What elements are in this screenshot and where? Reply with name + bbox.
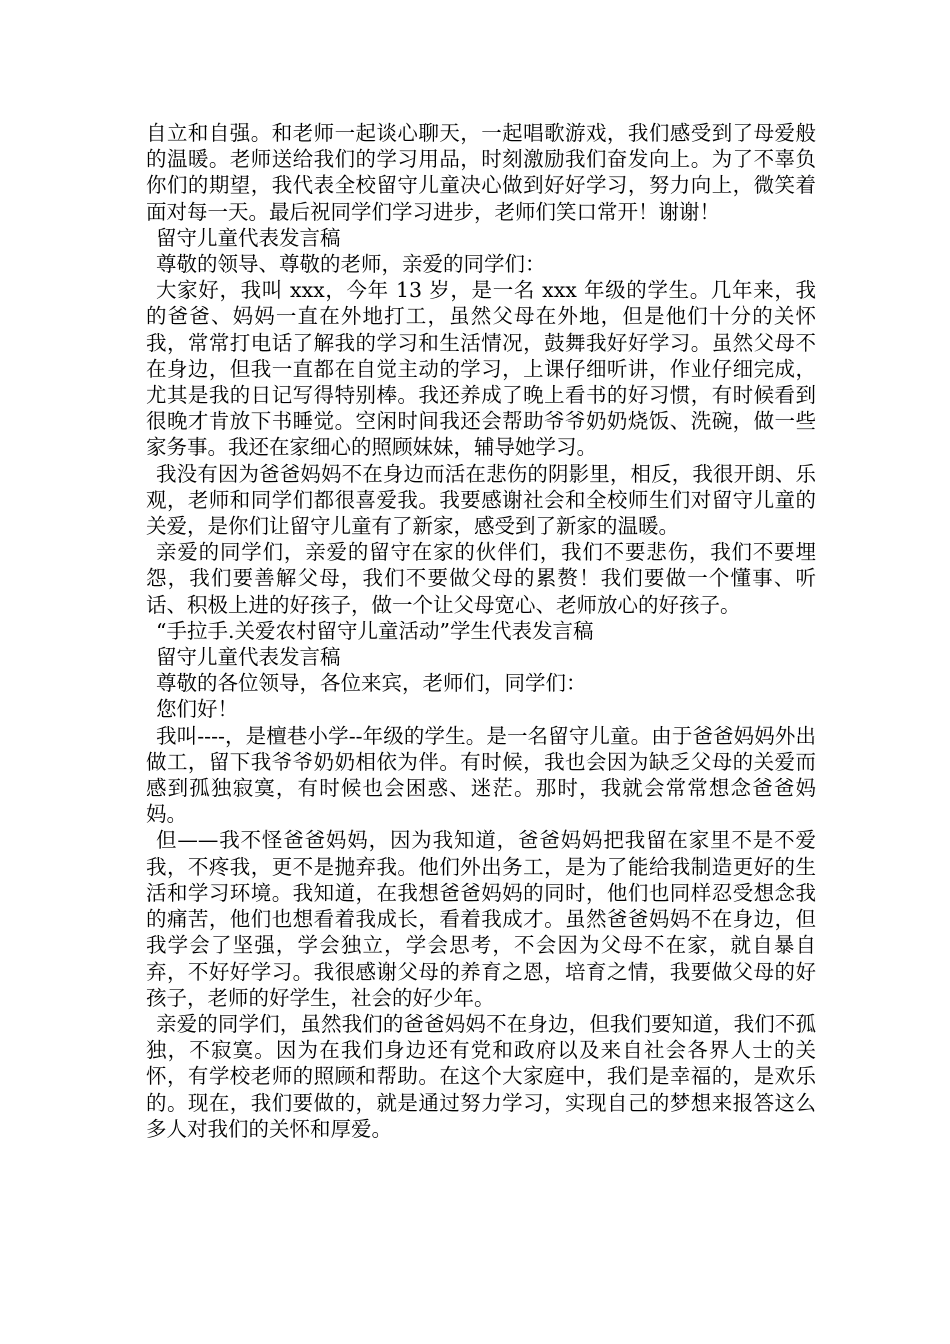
paragraph-understanding: 但——我不怪爸爸妈妈，因为我知道，爸爸妈妈把我留在家里不是不爱我，不疼我，更不是抛弃我。他们外出务工，是为了能给我制造更好的生活和学习环境。我知道，在我想爸爸妈妈的同时，他们也同样忍受想念我的痛苦，他们也想看着我成长，看着我成才。虽然爸爸妈妈不在身边，但我学会了坚强，学会独立，学会思考，不会因为父母不在家，就自暴自弃，不好好学习。我很感谢父母的养育之恩，培育之情，我要做父母的好孩子，老师的好学生，社会的好少年。 [146,828,816,1010]
paragraph-appeal-1: 亲爱的同学们，亲爱的留守在家的伙伴们，我们不要悲伤，我们不要埋怨，我们要善解父母，我们不要做父母的累赘！我们要做一个懂事、听话、积极上进的好孩子，做一个让父母宽心、老师放心的好孩子。 [146,540,816,617]
document-page [146,120,816,1142]
paragraph-closing: 自立和自强。和老师一起谈心聊天，一起唱歌游戏，我们感受到了母爱般的温暖。老师送给我们的学习用品，时刻激励我们奋发向上。为了不辜负你们的期望，我代表全校留守儿童决心做到好好学习，努力向上，微笑着面对每一天。最后祝同学们学习进步，老师们笑口常开！谢谢！ [146,121,816,224]
section-heading-3: 留守儿童代表发言稿 [156,645,341,670]
section-heading-2: “手拉手.关爱农村留守儿童活动”学生代表发言稿 [156,618,594,643]
salutation-2: 尊敬的各位领导，各位来宾，老师们，同学们： [156,671,587,696]
salutation-1: 尊敬的领导、尊敬的老师，亲爱的同学们： [156,252,546,277]
section-heading-1: 留守儿童代表发言稿 [156,225,341,250]
greeting: 您们好！ [156,697,238,722]
paragraph-self-intro: 我叫----，是檀巷小学--年级的学生。是一名留守儿童。由于爸爸妈妈外出做工，留下我爷爷奶奶相依为伴。有时候，我也会因为缺乏父母的关爱而感到孤独寂寞，有时候也会困惑、迷茫。那时，我就会常常想念爸爸妈妈。 [146,723,816,827]
paragraph-optimism: 我没有因为爸爸妈妈不在身边而活在悲伤的阴影里，相反，我很开朗、乐观，老师和同学们都很喜爱我。我要感谢社会和全校师生们对留守儿童的关爱，是你们让留守儿童有了新家，感受到了新家的温暖。 [146,461,816,539]
paragraph-introduction: 大家好，我叫 xxx，今年 13 岁，是一名 xxx 年级的学生。几年来，我的爸爸、妈妈一直在外地打工，虽然父母在外地，但是他们十分的关怀我，常常打电话了解我的学习和生活情况，鼓舞我好好学习。虽然父母不在身边，但我一直都在自觉主动的学习，上课仔细听讲，作业仔细完成，尤其是我的日记写得特别棒。我还养成了晚上看书的好习惯，有时候看到很晚才肯放下书睡觉。空闲时间我还会帮助爷爷奶奶烧饭、洗碗，做一些家务事。我还在家细心的照顾妹妹，辅导她学习。 [146,278,816,460]
paragraph-appeal-2: 亲爱的同学们，虽然我们的爸爸妈妈不在身边，但我们要知道，我们不孤独，不寂寞。因为在我们身边还有党和政府以及来自社会各界人士的关怀，有学校老师的照顾和帮助。在这个大家庭中，我们是幸福的，是欢乐的。现在，我们要做的，就是通过努力学习，实现自己的梦想来报答这么多人对我们的关怀和厚爱。 [146,1011,816,1141]
